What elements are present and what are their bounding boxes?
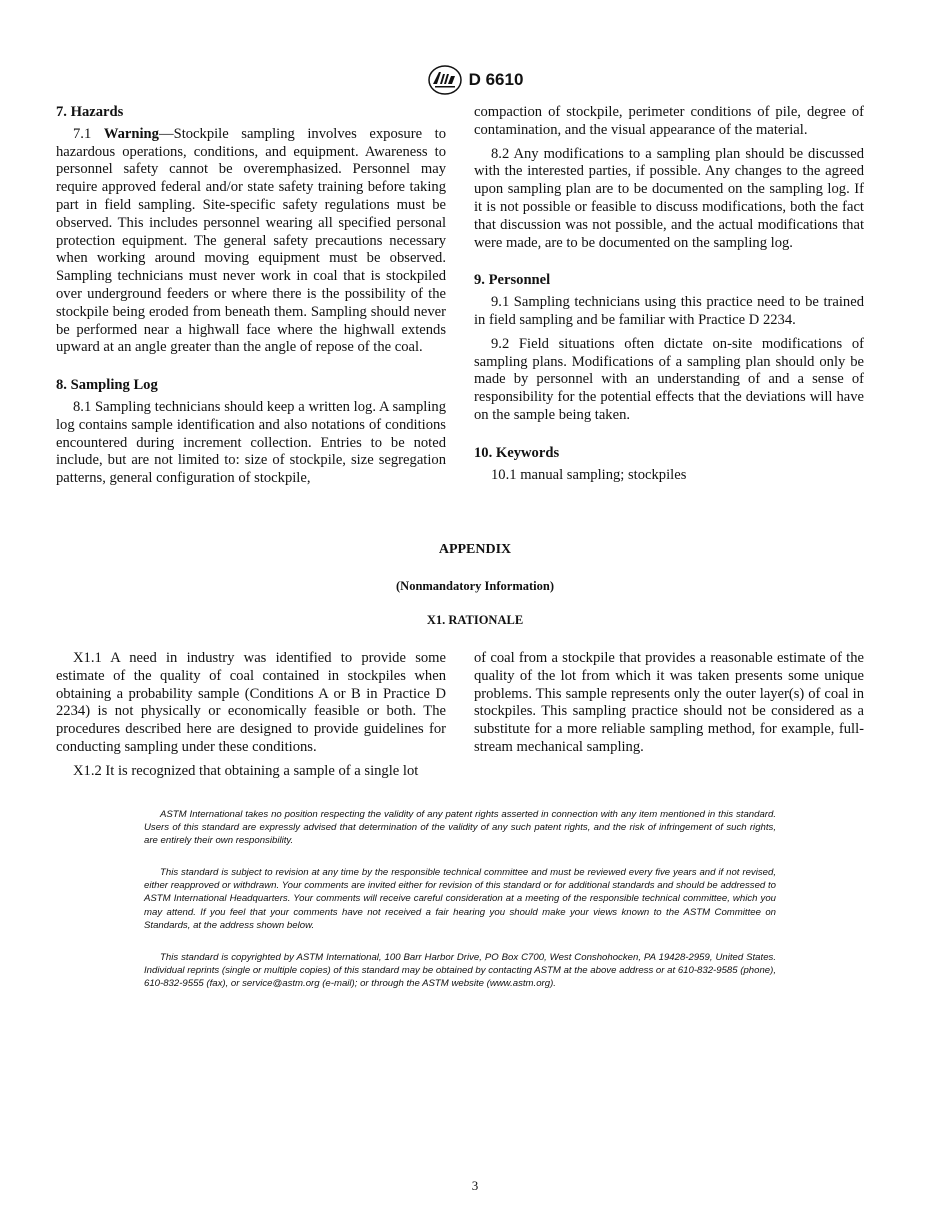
footer-revision-notice: This standard is subject to revision at any time by the responsible technical committee and must be reviewed every five years and if not revised, either reapproved or withdrawn. Your comments are invited either for revision of this standard or for additional standards and should be addressed to ASTM International Headquarters. Your comments will receive careful consideration at a meeting of the responsible technical committee, which you may attend. If you feel that your comments have not received a fair hearing you should make your views known to the ASTM Committee on Standards, at the address shown below. — [144, 867, 776, 931]
standard-designation: D 6610 — [468, 70, 524, 89]
appendix-section-heading: X1. RATIONALE — [426, 613, 524, 627]
paragraph-x1-1: X1.1 A need in industry was identified to provide some estimate of the quality of coal contained in stockpiles when obtaining a probability sample (Conditions A or B in Practice D 2234) is not physically or economically feasible or both. The procedures described here are designed to provide guidelines for conducting sampling under these conditions. — [56, 650, 446, 755]
section-heading-personnel: 9. Personnel — [474, 272, 551, 289]
appendix-subtitle: (Nonmandatory Information) — [396, 579, 554, 593]
paragraph-10-1: 10.1 manual sampling; stockpiles — [491, 466, 687, 483]
paragraph-x1-2: X1.2 It is recognized that obtaining a sample of a single lot — [73, 762, 419, 779]
paragraph-8-1: 8.1 Sampling technicians should keep a written log. A sampling log contains sample identification and also notations of conditions encountered during increment collection. Entries to be noted include, but are not limited to: size of stockpile, size segregation patterns, general configuration of stockpile, — [56, 398, 446, 487]
page-header — [0, 64, 950, 96]
paragraph-8-1-continued: compaction of stockpile, perimeter conditions of pile, degree of contamination, and the visual appearance of the material. — [474, 104, 864, 138]
paragraph-8-2: 8.2 Any modifications to a sampling plan should be discussed with the interested parties, if possible. Any changes to the agreed upon sampling plan are to be documented on the sampling log. If it is not possible or feasible to discuss modifications, both the fact that discussion was not possible, and the actual modifications that were made, are to be documented on the sampling log. — [474, 145, 864, 251]
section-heading-hazards: 7. Hazards — [56, 104, 124, 120]
appendix-right-column — [474, 650, 864, 763]
paragraph-9-2: 9.2 Field situations often dictate on-site modifications of sampling plans. Modifications of a sampling plan should only be made by personnel with an understanding of and a sense of responsibility for the potential effects that the deviations will have on the sample being taken. — [474, 335, 864, 423]
paragraph-9-1: 9.1 Sampling technicians using this practice need to be trained in field sampling and be familiar with Practice D 2234. — [474, 294, 864, 328]
appendix-left-column — [56, 650, 446, 787]
footer-copyright-notice: This standard is copyrighted by ASTM International, 100 Barr Harbor Drive, PO Box C700, West Conshohocken, PA 19428-2959, United States. Individual reprints (single or multiple copies) of this standard may be obtained by contacting ASTM at the above address or at 610-832-9585 (phone), 610-832-9555 (fax), or service@astm.org (e-mail); or through the ASTM website (www.astm.org). — [144, 952, 776, 990]
paragraph-x1-2-continued: of coal from a stockpile that provides a reasonable estimate of the quality of the lot from which it was taken presents some unique problems. This sample represents only the outer layer(s) of coal in stockpiles. This sampling practice should not be considered as a substitute for a more reliable sampling method, for example, full-stream mechanical sampling. — [474, 650, 864, 755]
section-heading-sampling-log: 8. Sampling Log — [56, 377, 158, 394]
right-column — [474, 104, 864, 490]
appendix-title: APPENDIX — [438, 542, 512, 557]
astm-logo-icon — [427, 64, 463, 96]
left-column — [56, 104, 446, 494]
section-heading-keywords: 10. Keywords — [474, 444, 560, 461]
page-number: 3 — [471, 1178, 479, 1193]
paragraph-7-1: 7.1 Warning—Stockpile sampling involves exposure to hazardous operations, conditions, and equipment. Awareness to personnel safety cannot be overemphasized. Personnel may require approved federal and/or state safety training before taking part in field sampling. Site-specific safety regulations must be observed. This includes personnel wearing all specified personal protection equipment. The general safety precautions necessary when working around moving equipment must be observed. Sampling technicians must never work in coal that is stockpiled over underground feeders or where there is the possibility of the stockpile being eroded from beneath them. Sampling should never be performed near a highwall face where the highwall extends upward at an angle greater than the angle of repose of the coal. — [56, 125, 446, 356]
footer-patent-notice: ASTM International takes no position respecting the validity of any patent rights asserted in connection with any item mentioned in this standard. Users of this standard are expressly advised that determination of the validity of any such patent rights, and the risk of infringement of such rights, are entirely their own responsibility. — [144, 809, 776, 847]
